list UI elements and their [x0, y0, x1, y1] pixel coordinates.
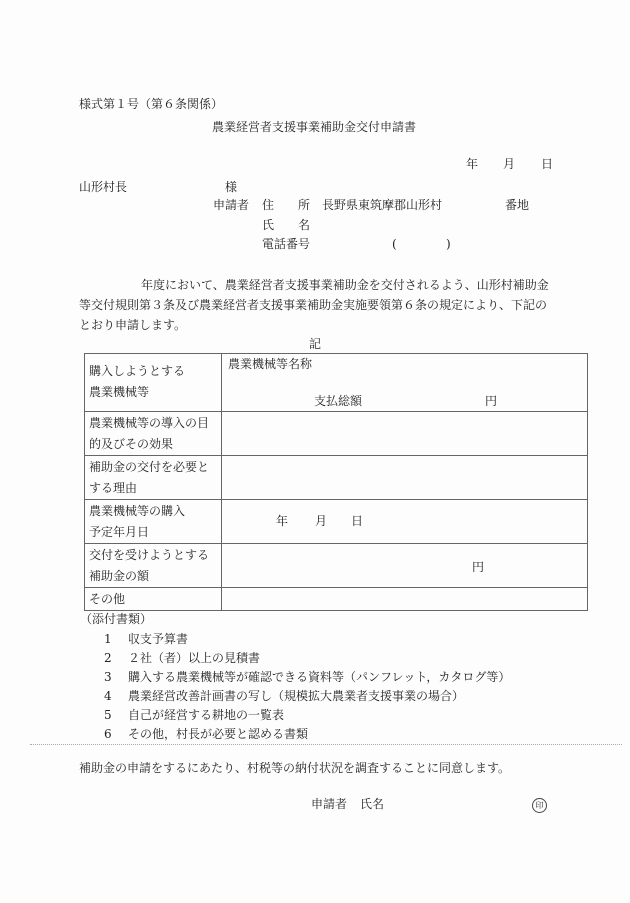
table-row — [85, 500, 588, 544]
row-label-line: 農業機械等 — [89, 385, 150, 399]
purpose-effect-cell[interactable] — [222, 412, 588, 456]
address-label-2: 所 — [298, 198, 311, 212]
row-label-line: 補助金の額 — [89, 569, 150, 583]
attachment-num: 4 — [104, 689, 112, 703]
attachment-text: 農業経営改善計画書の写し（規模拡大農業者支援事業の場合） — [128, 689, 465, 703]
consent-text: 補助金の申請をするにあたり、村税等の納付状況を調査することに同意します。 — [79, 761, 511, 775]
row-label-line: 農業機械等の購入 — [89, 504, 186, 518]
date-day: 日 — [541, 157, 554, 171]
document-title: 農業経営者支援事業補助金交付申請書 — [212, 120, 417, 134]
attachment-text: ２社（者）以上の見積書 — [128, 651, 261, 665]
row-label — [85, 456, 222, 500]
table-row — [85, 588, 588, 611]
phone-paren-close: ) — [446, 237, 451, 251]
body-line-1: 年度において、農業経営者支援事業補助金を交付されるよう、山形村補助金 — [141, 278, 549, 292]
attachment-text: その他，村長が必要と認める書類 — [128, 727, 309, 741]
attachment-text: 自己が経営する耕地の一覧表 — [128, 708, 285, 722]
table-row — [85, 544, 588, 588]
row-label — [85, 544, 222, 588]
body-line-3: とおり申請します。 — [79, 318, 187, 332]
row-label — [85, 412, 222, 456]
row-label-line: その他 — [89, 592, 126, 606]
phone-label: 電話番号 — [262, 237, 311, 251]
attachment-num: 6 — [104, 727, 112, 741]
seal-mark — [532, 797, 547, 813]
seal-icon: 印 — [532, 798, 547, 813]
dotted-divider — [30, 744, 622, 745]
name-label-1: 氏 — [262, 218, 275, 232]
attachment-text: 購入する農業機械等が確認できる資料等（パンフレット，カタログ等） — [128, 670, 511, 684]
name-label-2: 名 — [298, 218, 311, 232]
signature-applicant-label: 申請者 — [311, 797, 348, 811]
row-label — [85, 588, 222, 611]
attachment-num: 5 — [104, 708, 112, 722]
row-label-line: 的及びその効果 — [89, 437, 174, 451]
attachment-num: 2 — [104, 651, 112, 665]
ki-heading: 記 — [309, 337, 322, 351]
applicant-label: 申請者 — [213, 198, 250, 212]
attachment-num: 1 — [104, 632, 112, 646]
addressee-honorific: 様 — [225, 180, 238, 194]
purchase-date-year: 年 — [276, 514, 289, 528]
row-label-line: する理由 — [89, 481, 138, 495]
address-prefix: 長野県東筑摩郡山形村 — [322, 198, 443, 212]
row-label-line: 購入しようとする — [89, 364, 186, 378]
attachment-text: 収支予算書 — [128, 632, 189, 646]
purchase-date-month: 月 — [315, 514, 328, 528]
attachments-heading: （添付書類） — [80, 612, 153, 626]
row-label-line: 補助金の交付を必要と — [89, 460, 210, 474]
row-label-line: 農業機械等の導入の目 — [89, 416, 210, 430]
subsidy-amount-unit: 円 — [472, 560, 485, 574]
table-row — [85, 456, 588, 500]
other-cell[interactable] — [222, 588, 588, 611]
table-row — [85, 354, 588, 412]
addressee-name: 山形村長 — [79, 180, 128, 194]
attachment-num: 3 — [104, 670, 112, 684]
total-payment-label: 支払総額 — [314, 394, 363, 408]
total-payment-unit: 円 — [485, 394, 498, 408]
row-label — [85, 354, 222, 412]
machine-name-label: 農業機械等名称 — [228, 357, 313, 371]
purchase-date-cell[interactable] — [222, 500, 588, 544]
address-suffix: 番地 — [505, 198, 530, 212]
reason-cell[interactable] — [222, 456, 588, 500]
signature-name-label: 氏名 — [360, 797, 385, 811]
address-label-1: 住 — [262, 198, 275, 212]
purchase-date-day: 日 — [351, 514, 364, 528]
form-number: 様式第１号（第６条関係） — [79, 97, 224, 111]
table-row — [85, 412, 588, 456]
row-label-line: 交付を受けようとする — [89, 548, 210, 562]
row-label — [85, 500, 222, 544]
phone-paren-open: ( — [392, 237, 397, 251]
row-label-line: 予定年月日 — [89, 525, 150, 539]
date-month: 月 — [503, 157, 516, 171]
machine-name-cell[interactable] — [222, 354, 588, 412]
subsidy-amount-cell[interactable] — [222, 544, 588, 588]
body-line-2: 等交付規則第３条及び農業経営者支援事業補助金実施要領第６条の規定により、下記の — [79, 298, 548, 312]
date-year: 年 — [466, 157, 479, 171]
application-table — [84, 353, 588, 611]
